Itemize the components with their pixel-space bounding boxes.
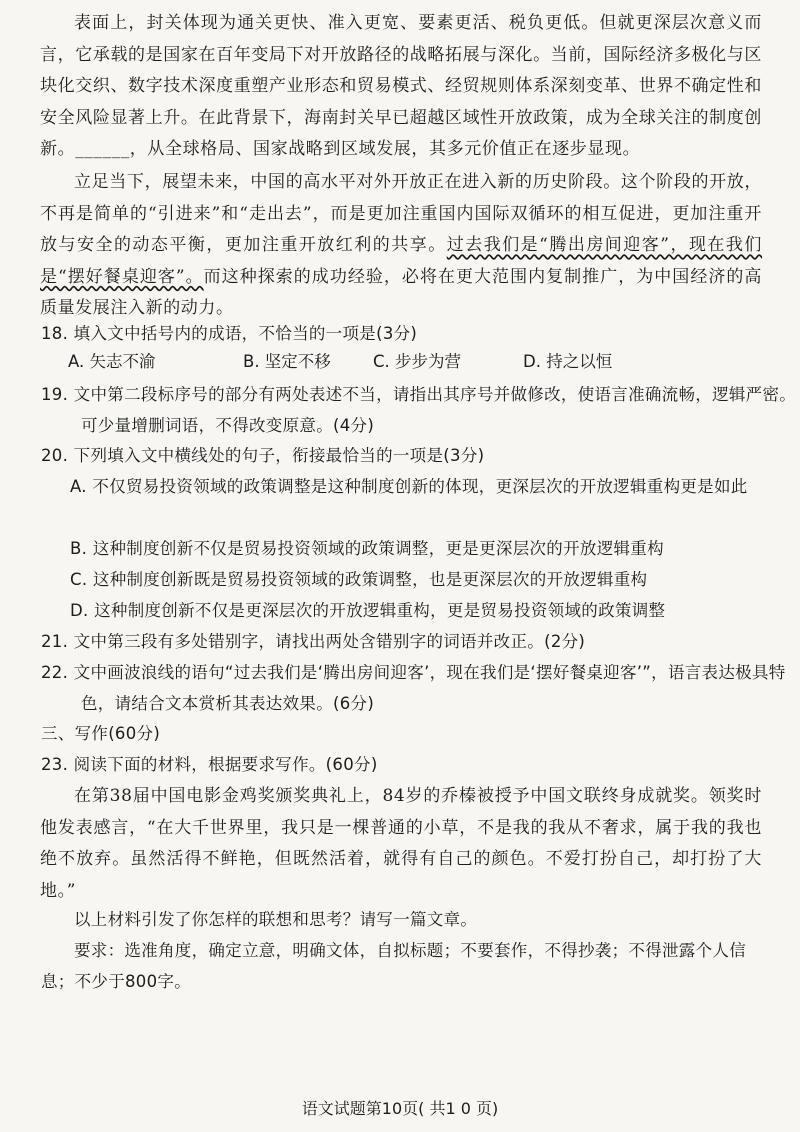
question-18: 18. 填入文中括号内的成语，不恰当的一项是(3分) [41,324,418,343]
question-23: 23. 阅读下面的材料，根据要求写作。(60分) [41,755,378,774]
question-21: 21. 文中第三段有多处错别字，请找出两处含错别字的词语并改正。(2分) [41,632,586,651]
wavy-underlined-sentence: 过去我们是“腾出房间迎客”，现在我们是“摆好餐桌迎客”。 [40,235,763,287]
passage-paragraph-1: 表面上，封关体现为通关更快、准入更宽、要素更活、税负更低。但就更深层次意义而言，它承载的是国家在百年变局下对开放路径的战略拓展与深化。当前，国际经济多极化与区块化交织、数字技术深度重塑产业形态和贸易模式、经贸规则体系深刻变革、世界不确定性和安全风险显著上升。在此背景下，海南封关早已超越区域性开放政策，成为全球关注的制度创新。______，从全球格局、国家战略到区域发展，其多元价值正在逐步显现。 [40,13,762,159]
q20-option-a: A. 不仅贸易投资领域的政策调整是这种制度创新的体现，更深层次的开放逻辑重构更是如此 [70,477,748,496]
paragraph-2-text-after: 而这种探索的成功经验，必将在更大范围内复制推广，为中国经济的高质量发展注入新的动力。 [40,266,762,318]
section-writing-heading: 三、写作(60分) [41,724,161,743]
writing-material: 在第38届中国电影金鸡奖颁奖典礼上，84岁的乔榛被授予中国文联终身成就奖。领奖时他发表感言，“在大千世界里，我只是一棵普通的小草，不是我的我从不奢求，属于我的我也绝不放弃。虽然活得不鲜艳，但既然活着，就得有自己的颜色。不爱打扮自己，却打扮了大地。” [40,786,762,901]
q20-option-b: B. 这种制度创新不仅是贸易投资领域的政策调整，更是更深层次的开放逻辑重构 [70,539,664,558]
paragraph-2-text-before: 立足当下，展望未来，中国的高水平对外开放正在进入新的历史阶段。这个阶段的开放，不再是简单的“引进来”和“走出去”，而是更加注重国内国际双循环的相互促进，更加注重开放与安全的动态平衡，更加注重开放红利的共享。 [40,172,762,255]
q18-option-c: C. 步步为营 [373,352,462,371]
question-18-options [68,348,768,378]
q18-option-a: A. 矢志不渝 [68,352,156,371]
q18-option-b: B. 坚定不移 [243,352,331,371]
question-22: 22. 文中画波浪线的语句“过去我们是‘腾出房间迎客’，现在我们是‘摆好餐桌迎客’”，语言表达极具特色，请结合文本赏析其表达效果。(6分) [41,663,786,713]
page-footer: 语文试题第10页( 共1 0 页) [301,1099,499,1118]
question-20: 20. 下列填入文中横线处的句子，衔接最恰当的一项是(3分) [41,446,485,465]
question-19: 19. 文中第二段标序号的部分有两处表述不当，请指出其序号并做修改，使语言准确流畅，逻辑严密。可少量增删词语，不得改变原意。(4分) [41,385,797,435]
writing-prompt: 以上材料引发了你怎样的联想和思考？请写一篇文章。 [74,910,478,929]
q20-option-c: C. 这种制度创新既是贸易投资领域的政策调整，也是更深层次的开放逻辑重构 [70,570,648,589]
writing-requirements: 要求：选准角度，确定立意，明确文体，自拟标题；不要套作，不得抄袭；不得泄露个人信息；不少于800字。 [41,941,746,991]
q18-option-d: D. 持之以恒 [523,352,613,371]
q20-option-d: D. 这种制度创新不仅是更深层次的开放逻辑重构，更是贸易投资领域的政策调整 [70,601,666,620]
passage-paragraph-2 [40,167,762,325]
